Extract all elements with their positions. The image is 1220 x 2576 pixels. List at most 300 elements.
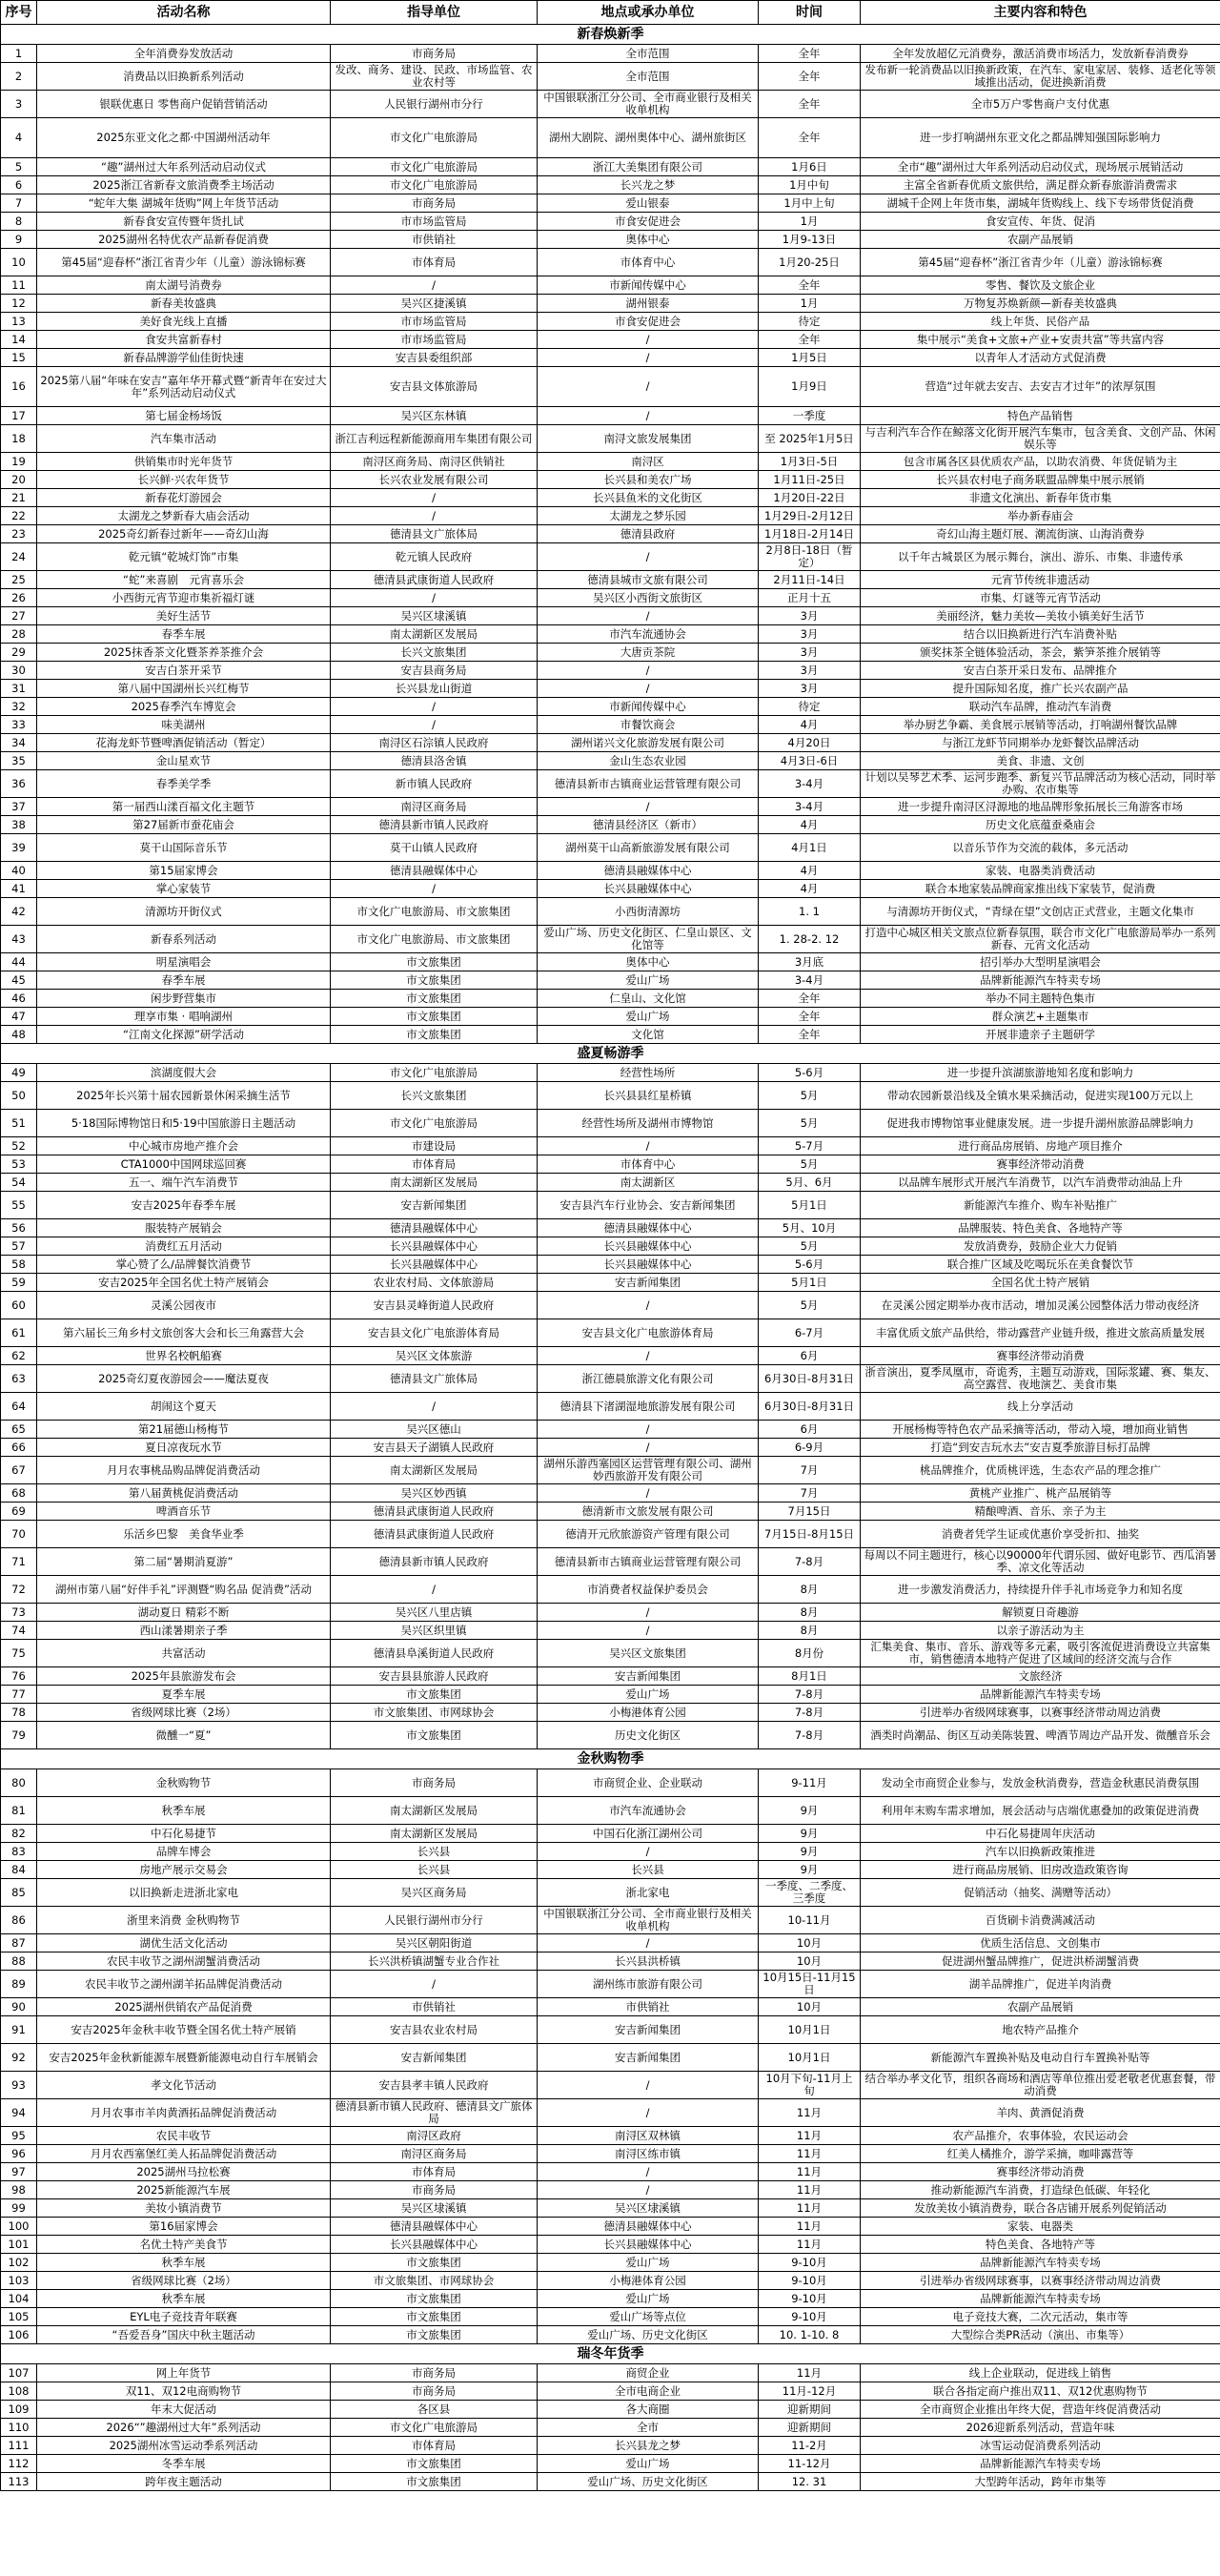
cell-guiding-unit: 市供销社 <box>331 1998 538 2016</box>
cell-activity-name: 春季车展 <box>37 625 331 644</box>
cell-location-organizer: 湖州练市旅游有限公司 <box>538 1971 759 1998</box>
cell-time: 8月 <box>759 1604 861 1622</box>
cell-main-content: 农副产品展销 <box>861 231 1220 249</box>
cell-main-content: 地农特产品推介 <box>861 2016 1220 2044</box>
cell-guiding-unit: 德清县文广旅体局 <box>331 1365 538 1393</box>
cell-time: 3-4月 <box>759 971 861 990</box>
cell-main-content: 羊肉、黄酒促消费 <box>861 2099 1220 2127</box>
cell-location-organizer: / <box>538 1421 759 1439</box>
cell-time: 4月1日 <box>759 834 861 862</box>
table-row <box>1 1704 1220 1722</box>
cell-index: 68 <box>1 1484 37 1503</box>
cell-index: 78 <box>1 1704 37 1722</box>
cell-guiding-unit: 市市场监管局 <box>331 213 538 231</box>
table-row <box>1 2290 1220 2308</box>
cell-main-content: 大型跨年活动，跨年市集等 <box>861 2473 1220 2491</box>
table-row <box>1 1365 1220 1393</box>
cell-main-content: 湖城千企网上年货市集，湖城年货购线上、线下专场带货促消费 <box>861 194 1220 213</box>
cell-index: 20 <box>1 471 37 489</box>
cell-location-organizer: 历史文化街区 <box>538 1722 759 1749</box>
cell-guiding-unit: 长兴文旅集团 <box>331 1082 538 1110</box>
cell-activity-name: 农民丰收节 <box>37 2127 331 2145</box>
cell-location-organizer: 市新闻传媒中心 <box>538 698 759 716</box>
cell-main-content: 桃品牌推介，优质桃评选，生态农产品的理念推广 <box>861 1457 1220 1484</box>
cell-activity-name: 第16届家博会 <box>37 2218 331 2236</box>
cell-index: 75 <box>1 1640 37 1667</box>
cell-location-organizer: 吴兴区埭溪镇 <box>538 2199 759 2218</box>
cell-index: 4 <box>1 118 37 158</box>
table-row <box>1 276 1220 295</box>
cell-location-organizer: 浙北家电 <box>538 1879 759 1907</box>
table-row <box>1 589 1220 607</box>
table-row <box>1 543 1220 571</box>
cell-index: 43 <box>1 926 37 953</box>
cell-index: 81 <box>1 1797 37 1825</box>
cell-activity-name: 2025奇幻夏夜游园会——魔法夏夜 <box>37 1365 331 1393</box>
cell-index: 19 <box>1 453 37 471</box>
cell-guiding-unit: 吴兴区文体旅游 <box>331 1347 538 1365</box>
cell-index: 23 <box>1 525 37 543</box>
cell-time: 一季度 <box>759 407 861 425</box>
header-row <box>1 1 1220 25</box>
cell-activity-name: 美好生活节 <box>37 607 331 625</box>
cell-index: 87 <box>1 1934 37 1952</box>
cell-location-organizer: 市食安促进会 <box>538 313 759 331</box>
cell-guiding-unit: 市文化广电旅游局 <box>331 176 538 194</box>
cell-guiding-unit: 吴兴区德山 <box>331 1421 538 1439</box>
cell-time: 1月5日 <box>759 349 861 367</box>
cell-time: 一季度、二季度、三季度 <box>759 1879 861 1907</box>
cell-time: 5月 <box>759 1237 861 1256</box>
table-row <box>1 1843 1220 1861</box>
cell-location-organizer: 长兴县龙之梦 <box>538 2437 759 2455</box>
cell-location-organizer: 市体育中心 <box>538 1155 759 1174</box>
cell-main-content: 发放美妆小镇消费券，联合各店铺开展系列促销活动 <box>861 2199 1220 2218</box>
cell-activity-name: 第六届长三角乡村文旅创客大会和长三角露营大会 <box>37 1319 331 1347</box>
cell-index: 93 <box>1 2072 37 2099</box>
table-row <box>1 1604 1220 1622</box>
table-row <box>1 1907 1220 1934</box>
cell-location-organizer: 爱山广场 <box>538 2455 759 2473</box>
cell-main-content: 特色美食、各地特产等 <box>861 2236 1220 2254</box>
cell-guiding-unit: 市文旅集团 <box>331 1722 538 1749</box>
table-row <box>1 1137 1220 1155</box>
cell-index: 98 <box>1 2181 37 2199</box>
cell-time: 4月3日-6日 <box>759 752 861 770</box>
cell-index: 104 <box>1 2290 37 2308</box>
cell-index: 32 <box>1 698 37 716</box>
cell-main-content: 全国名优土特产展销 <box>861 1274 1220 1292</box>
cell-guiding-unit: 德清县融媒体中心 <box>331 862 538 880</box>
cell-time: 6月30日-8月31日 <box>759 1393 861 1421</box>
cell-main-content: 家装、电器类 <box>861 2218 1220 2236</box>
cell-location-organizer: 德清县新市古镇商业运营管理有限公司 <box>538 1548 759 1576</box>
cell-location-organizer: 市餐饮商会 <box>538 716 759 734</box>
cell-guiding-unit: 吴兴区织里镇 <box>331 1622 538 1640</box>
cell-time: 7-8月 <box>759 1686 861 1704</box>
cell-index: 56 <box>1 1219 37 1237</box>
table-row <box>1 2455 1220 2473</box>
cell-activity-name: 农民丰收节之湖州湖羊拓品牌促消费活动 <box>37 1971 331 1998</box>
cell-main-content: 发动全市商贸企业参与，发放金秋消费券，营造金秋惠民消费氛围 <box>861 1769 1220 1797</box>
cell-guiding-unit: 市文旅集团 <box>331 2290 538 2308</box>
cell-main-content: 元宵节传统非遗活动 <box>861 571 1220 589</box>
cell-location-organizer: 安吉县汽车行业协会、安吉新闻集团 <box>538 1192 759 1219</box>
cell-main-content: 品牌新能源汽车特卖专场 <box>861 971 1220 990</box>
cell-index: 6 <box>1 176 37 194</box>
cell-time: 8月 <box>759 1576 861 1604</box>
cell-index: 1 <box>1 45 37 63</box>
cell-guiding-unit: 长兴县融媒体中心 <box>331 1256 538 1274</box>
cell-guiding-unit: 市供销社 <box>331 231 538 249</box>
cell-main-content: 集中展示“美食+文旅+产业+安责共富”等共富内容 <box>861 331 1220 349</box>
cell-index: 59 <box>1 1274 37 1292</box>
table-row <box>1 1082 1220 1110</box>
cell-main-content: 以品牌车展形式开展汽车消费节，以汽车消费带动油品上升 <box>861 1174 1220 1192</box>
table-row <box>1 571 1220 589</box>
cell-guiding-unit: / <box>331 1971 538 1998</box>
cell-guiding-unit: 市文化广电旅游局 <box>331 1064 538 1082</box>
cell-activity-name: 省级网球比赛（2场） <box>37 2272 331 2290</box>
cell-guiding-unit: 市体育局 <box>331 249 538 276</box>
cell-main-content: 奇幻山海主题灯展、潮流街演、山海消费券 <box>861 525 1220 543</box>
cell-index: 85 <box>1 1879 37 1907</box>
cell-time: 5月 <box>759 1292 861 1319</box>
cell-guiding-unit: 人民银行湖州市分行 <box>331 1907 538 1934</box>
cell-guiding-unit: 吴兴区东林镇 <box>331 407 538 425</box>
cell-main-content: 开展非遗亲子主题研学 <box>861 1026 1220 1044</box>
cell-main-content: 大型综合类PR活动（演出、市集等） <box>861 2326 1220 2344</box>
cell-activity-name: 新春品牌游学仙佳街快速 <box>37 349 331 367</box>
cell-index: 91 <box>1 2016 37 2044</box>
cell-index: 27 <box>1 607 37 625</box>
cell-main-content: 引进举办省级网球赛事，以赛事经济带动周边消费 <box>861 2272 1220 2290</box>
cell-activity-name: 五一、端午汽车消费节 <box>37 1174 331 1192</box>
table-row <box>1 2272 1220 2290</box>
cell-main-content: 提升国际知名度，推广长兴农副产品 <box>861 680 1220 698</box>
cell-time: 正月十五 <box>759 589 861 607</box>
table-row <box>1 816 1220 834</box>
cell-activity-name: 第21届德山杨梅节 <box>37 1421 331 1439</box>
cell-location-organizer: 长兴县县红星桥镇 <box>538 1082 759 1110</box>
cell-activity-name: 啤酒音乐节 <box>37 1503 331 1521</box>
cell-index: 64 <box>1 1393 37 1421</box>
cell-guiding-unit: 市文旅集团 <box>331 2473 538 2491</box>
cell-guiding-unit: 德清县新市镇人民政府、德清县文广旅体局 <box>331 2099 538 2127</box>
cell-activity-name: 全年消费券发放活动 <box>37 45 331 63</box>
cell-guiding-unit: 市市场监管局 <box>331 313 538 331</box>
cell-guiding-unit: 市体育局 <box>331 1155 538 1174</box>
cell-index: 21 <box>1 489 37 507</box>
cell-activity-name: 新春花灯游园会 <box>37 489 331 507</box>
cell-guiding-unit: 德清县阜溪街道人民政府 <box>331 1640 538 1667</box>
cell-time: 8月 <box>759 1622 861 1640</box>
cell-index: 52 <box>1 1137 37 1155</box>
cell-activity-name: 美好食光线上直播 <box>37 313 331 331</box>
cell-location-organizer: 长兴县融媒体中心 <box>538 2236 759 2254</box>
cell-main-content: 推动新能源汽车消费，打造绿色低碳、年轻化 <box>861 2181 1220 2199</box>
cell-time: 11月 <box>759 2163 861 2181</box>
cell-time: 9-10月 <box>759 2290 861 2308</box>
table-row <box>1 2419 1220 2437</box>
cell-activity-name: 清源坊开街仪式 <box>37 898 331 926</box>
table-row <box>1 2145 1220 2163</box>
cell-time: 全年 <box>759 63 861 91</box>
cell-main-content: 品牌新能源汽车特卖专场 <box>861 1686 1220 1704</box>
table-row <box>1 862 1220 880</box>
cell-time: 4月 <box>759 862 861 880</box>
cell-index: 45 <box>1 971 37 990</box>
cell-index: 82 <box>1 1825 37 1843</box>
cell-index: 71 <box>1 1548 37 1576</box>
cell-activity-name: 2025浙江省新春文旅消费季主场活动 <box>37 176 331 194</box>
cell-time: 6月 <box>759 1347 861 1365</box>
cell-guiding-unit: 市文旅集团 <box>331 1008 538 1026</box>
cell-time: 5-6月 <box>759 1064 861 1082</box>
cell-index: 110 <box>1 2419 37 2437</box>
cell-index: 36 <box>1 770 37 798</box>
cell-index: 88 <box>1 1952 37 1971</box>
cell-index: 99 <box>1 2199 37 2218</box>
cell-location-organizer: 长兴县 <box>538 1861 759 1879</box>
cell-main-content: 群众演艺+主题集市 <box>861 1008 1220 1026</box>
cell-time: 10月 <box>759 1998 861 2016</box>
cell-main-content: 家装、电器类消费活动 <box>861 862 1220 880</box>
cell-time: 10月 <box>759 1934 861 1952</box>
cell-activity-name: 湖动夏日 精彩不断 <box>37 1604 331 1622</box>
cell-main-content: 在灵溪公园定期举办夜市活动，增加灵溪公园整体活力带动夜经济 <box>861 1292 1220 1319</box>
cell-guiding-unit: 市商务局 <box>331 2181 538 2199</box>
cell-location-organizer: 金山生态农业园 <box>538 752 759 770</box>
cell-index: 107 <box>1 2364 37 2382</box>
cell-guiding-unit: 市市场监管局 <box>331 331 538 349</box>
cell-activity-name: 2025湖州冰雪运动季系列活动 <box>37 2437 331 2455</box>
cell-activity-name: 第一届西山漾百福文化主题节 <box>37 798 331 816</box>
cell-activity-name: 孝文化节活动 <box>37 2072 331 2099</box>
cell-time: 10月15日-11月15日 <box>759 1971 861 1998</box>
cell-activity-name: 夏日凉夜玩水节 <box>37 1439 331 1457</box>
cell-guiding-unit: / <box>331 507 538 525</box>
cell-guiding-unit: 市文旅集团 <box>331 953 538 971</box>
cell-main-content: 长兴县农村电子商务联盟品牌集中展示展销 <box>861 471 1220 489</box>
cell-location-organizer: / <box>538 1934 759 1952</box>
cell-location-organizer: 湖州乐游西塞园区运营管理有限公司、湖州妙西旅游开发有限公司 <box>538 1457 759 1484</box>
cell-index: 28 <box>1 625 37 644</box>
header-activity-name: 活动名称 <box>37 1 331 25</box>
cell-time: 全年 <box>759 91 861 118</box>
cell-time: 7-8月 <box>759 1704 861 1722</box>
section-title: 金秋购物季 <box>1 1749 1220 1769</box>
cell-main-content: 结合举办孝文化节，组织各商场和酒店等单位推出爱老敬老优惠套餐，带动消费 <box>861 2072 1220 2099</box>
cell-main-content: 进一步打响湖州东亚文化之都品牌知强国际影响力 <box>861 118 1220 158</box>
table-row <box>1 2016 1220 2044</box>
cell-guiding-unit: 安吉县农业农村局 <box>331 2016 538 2044</box>
cell-location-organizer: 商贸企业 <box>538 2364 759 2382</box>
cell-time: 1月9-13日 <box>759 231 861 249</box>
cell-activity-name: 滨湖度假大会 <box>37 1064 331 1082</box>
cell-guiding-unit: 市文化广电旅游局 <box>331 158 538 176</box>
cell-location-organizer: / <box>538 1347 759 1365</box>
cell-activity-name: 掌心家装节 <box>37 880 331 898</box>
cell-index: 109 <box>1 2401 37 2419</box>
cell-location-organizer: 长兴县融媒体中心 <box>538 880 759 898</box>
cell-time: 11月 <box>759 2218 861 2236</box>
cell-index: 74 <box>1 1622 37 1640</box>
cell-guiding-unit: 市商务局 <box>331 2364 538 2382</box>
cell-main-content: 全市商贸企业推出年终大促，营造年终促消费活动 <box>861 2401 1220 2419</box>
cell-time: 1. 1 <box>759 898 861 926</box>
cell-time: 1月18日-2月14日 <box>759 525 861 543</box>
cell-location-organizer: 小梅港体育公园 <box>538 2272 759 2290</box>
table-row <box>1 2382 1220 2401</box>
cell-main-content: 联合各指定商户推出双11、双12优惠购物节 <box>861 2382 1220 2401</box>
table-row <box>1 2473 1220 2491</box>
cell-location-organizer: 市供销社 <box>538 1998 759 2016</box>
cell-location-organizer: 全市范围 <box>538 63 759 91</box>
cell-time: 7-8月 <box>759 1722 861 1749</box>
cell-guiding-unit: 安吉新闻集团 <box>331 2044 538 2072</box>
cell-location-organizer: / <box>538 331 759 349</box>
cell-time: 4月 <box>759 880 861 898</box>
table-row <box>1 313 1220 331</box>
cell-time: 1月中旬 <box>759 176 861 194</box>
cell-main-content: 农副产品展销 <box>861 1998 1220 2016</box>
cell-guiding-unit: 市文旅集团、市网球协会 <box>331 1704 538 1722</box>
cell-main-content: 冰雪运动促消费系列活动 <box>861 2437 1220 2455</box>
cell-activity-name: 银联优惠日 零售商户促销营销活动 <box>37 91 331 118</box>
cell-index: 50 <box>1 1082 37 1110</box>
cell-main-content: 品牌新能源汽车特卖专场 <box>861 2290 1220 2308</box>
cell-index: 77 <box>1 1686 37 1704</box>
cell-time: 7月 <box>759 1484 861 1503</box>
cell-location-organizer: 德清县城市文旅有限公司 <box>538 571 759 589</box>
cell-main-content: 举办不同主题特色集市 <box>861 990 1220 1008</box>
cell-main-content: 打造中心城区相关文旅点位新春氛围，联合市文化广电旅游局举办一系列新春、元宵文化活动 <box>861 926 1220 953</box>
cell-guiding-unit: 人民银行湖州市分行 <box>331 91 538 118</box>
cell-activity-name: 以旧换新走进浙北家电 <box>37 1879 331 1907</box>
cell-activity-name: 中心城市房地产推介会 <box>37 1137 331 1155</box>
table-row <box>1 1879 1220 1907</box>
cell-activity-name: 安吉白茶开采节 <box>37 662 331 680</box>
cell-location-organizer: 安吉新闻集团 <box>538 2044 759 2072</box>
cell-activity-name: 2025新能源汽车展 <box>37 2181 331 2199</box>
cell-main-content: 线上分享活动 <box>861 1393 1220 1421</box>
cell-index: 55 <box>1 1192 37 1219</box>
cell-main-content: 2026迎新系列活动，营造年味 <box>861 2419 1220 2437</box>
table-row <box>1 662 1220 680</box>
cell-activity-name: 南太湖号消费券 <box>37 276 331 295</box>
table-row <box>1 1237 1220 1256</box>
cell-time: 5月1日 <box>759 1274 861 1292</box>
cell-index: 2 <box>1 63 37 91</box>
cell-activity-name: 新春美妆盛典 <box>37 295 331 313</box>
cell-guiding-unit: 市建设局 <box>331 1137 538 1155</box>
cell-guiding-unit: / <box>331 1576 538 1604</box>
cell-index: 8 <box>1 213 37 231</box>
cell-main-content: 联合推广区域及吃喝玩乐在美食餐饮节 <box>861 1256 1220 1274</box>
cell-main-content: 包含市属各区县优质农产品，以助农消费、年货促销为主 <box>861 453 1220 471</box>
cell-index: 51 <box>1 1110 37 1137</box>
cell-main-content: 历史文化底蕴蚕桑庙会 <box>861 816 1220 834</box>
cell-guiding-unit: 南浔区政府 <box>331 2127 538 2145</box>
table-row <box>1 1393 1220 1421</box>
cell-time: 5-7月 <box>759 1137 861 1155</box>
cell-time: 6-9月 <box>759 1439 861 1457</box>
cell-guiding-unit: 安吉县委组织部 <box>331 349 538 367</box>
cell-time: 11-2月 <box>759 2437 861 2455</box>
cell-time: 6月 <box>759 1421 861 1439</box>
cell-guiding-unit: 市文化广电旅游局 <box>331 1110 538 1137</box>
cell-location-organizer: 全市 <box>538 2419 759 2437</box>
cell-guiding-unit: 长兴洪桥镇湖蟹专业合作社 <box>331 1952 538 1971</box>
table-row <box>1 45 1220 63</box>
cell-activity-name: 第27届新市蚕花庙会 <box>37 816 331 834</box>
table-row <box>1 1769 1220 1797</box>
cell-guiding-unit: / <box>331 698 538 716</box>
header-main-content: 主要内容和特色 <box>861 1 1220 25</box>
cell-index: 37 <box>1 798 37 816</box>
cell-guiding-unit: 市文旅集团 <box>331 1026 538 1044</box>
cell-time: 待定 <box>759 698 861 716</box>
table-row <box>1 1219 1220 1237</box>
cell-index: 41 <box>1 880 37 898</box>
cell-activity-name: “趣”湖州过大年系列活动启动仪式 <box>37 158 331 176</box>
cell-activity-name: 年末大促活动 <box>37 2401 331 2419</box>
cell-location-organizer: 全市电商企业 <box>538 2382 759 2401</box>
table-row <box>1 834 1220 862</box>
cell-guiding-unit: 安吉县文体旅游局 <box>331 367 538 407</box>
cell-location-organizer: 市消费者权益保护委员会 <box>538 1576 759 1604</box>
table-row <box>1 1861 1220 1879</box>
cell-index: 108 <box>1 2382 37 2401</box>
cell-activity-name: 第八届黄桃促消费活动 <box>37 1484 331 1503</box>
cell-activity-name: 掌心赞了么/品牌餐饮消费节 <box>37 1256 331 1274</box>
cell-activity-name: 网上年货节 <box>37 2364 331 2382</box>
cell-time: 1月20-25日 <box>759 249 861 276</box>
cell-main-content: 非遗文化演出、新春年货市集 <box>861 489 1220 507</box>
cell-location-organizer: 市商贸企业、企业联动 <box>538 1769 759 1797</box>
cell-index: 84 <box>1 1861 37 1879</box>
cell-time: 10-11月 <box>759 1907 861 1934</box>
cell-index: 53 <box>1 1155 37 1174</box>
cell-time: 7月15日-8月15日 <box>759 1521 861 1548</box>
cell-location-organizer: 吴兴区小西街文旅街区 <box>538 589 759 607</box>
cell-index: 61 <box>1 1319 37 1347</box>
cell-time: 11月 <box>759 2127 861 2145</box>
cell-main-content: 进一步激发消费活力，持续提升伴手礼市场竞争力和知名度 <box>861 1576 1220 1604</box>
cell-time: 9月 <box>759 1843 861 1861</box>
cell-location-organizer: / <box>538 798 759 816</box>
cell-index: 26 <box>1 589 37 607</box>
table-row <box>1 1274 1220 1292</box>
cell-time: 9-11月 <box>759 1769 861 1797</box>
cell-location-organizer: 浙江大美集团有限公司 <box>538 158 759 176</box>
cell-guiding-unit: 安吉县天子湖镇人民政府 <box>331 1439 538 1457</box>
cell-time: 2月8日-18日（暂定） <box>759 543 861 571</box>
cell-location-organizer: 南浔区练市镇 <box>538 2145 759 2163</box>
cell-location-organizer: 德清新市文旅发展有限公司 <box>538 1503 759 1521</box>
cell-main-content: 浙音演出，夏季凤凰市，奇诡秀，主题互动游戏，国际浆罐、赛、集友、高空露营、夜地演艺、美食市集 <box>861 1365 1220 1393</box>
cell-activity-name: 冬季车展 <box>37 2455 331 2473</box>
cell-guiding-unit: 市文化广电旅游局 <box>331 118 538 158</box>
cell-guiding-unit: 南太湖新区发展局 <box>331 625 538 644</box>
table-row <box>1 1292 1220 1319</box>
table-row <box>1 2401 1220 2419</box>
cell-index: 79 <box>1 1722 37 1749</box>
cell-time: 12. 31 <box>759 2473 861 2491</box>
table-row <box>1 176 1220 194</box>
cell-location-organizer: 奥体中心 <box>538 231 759 249</box>
